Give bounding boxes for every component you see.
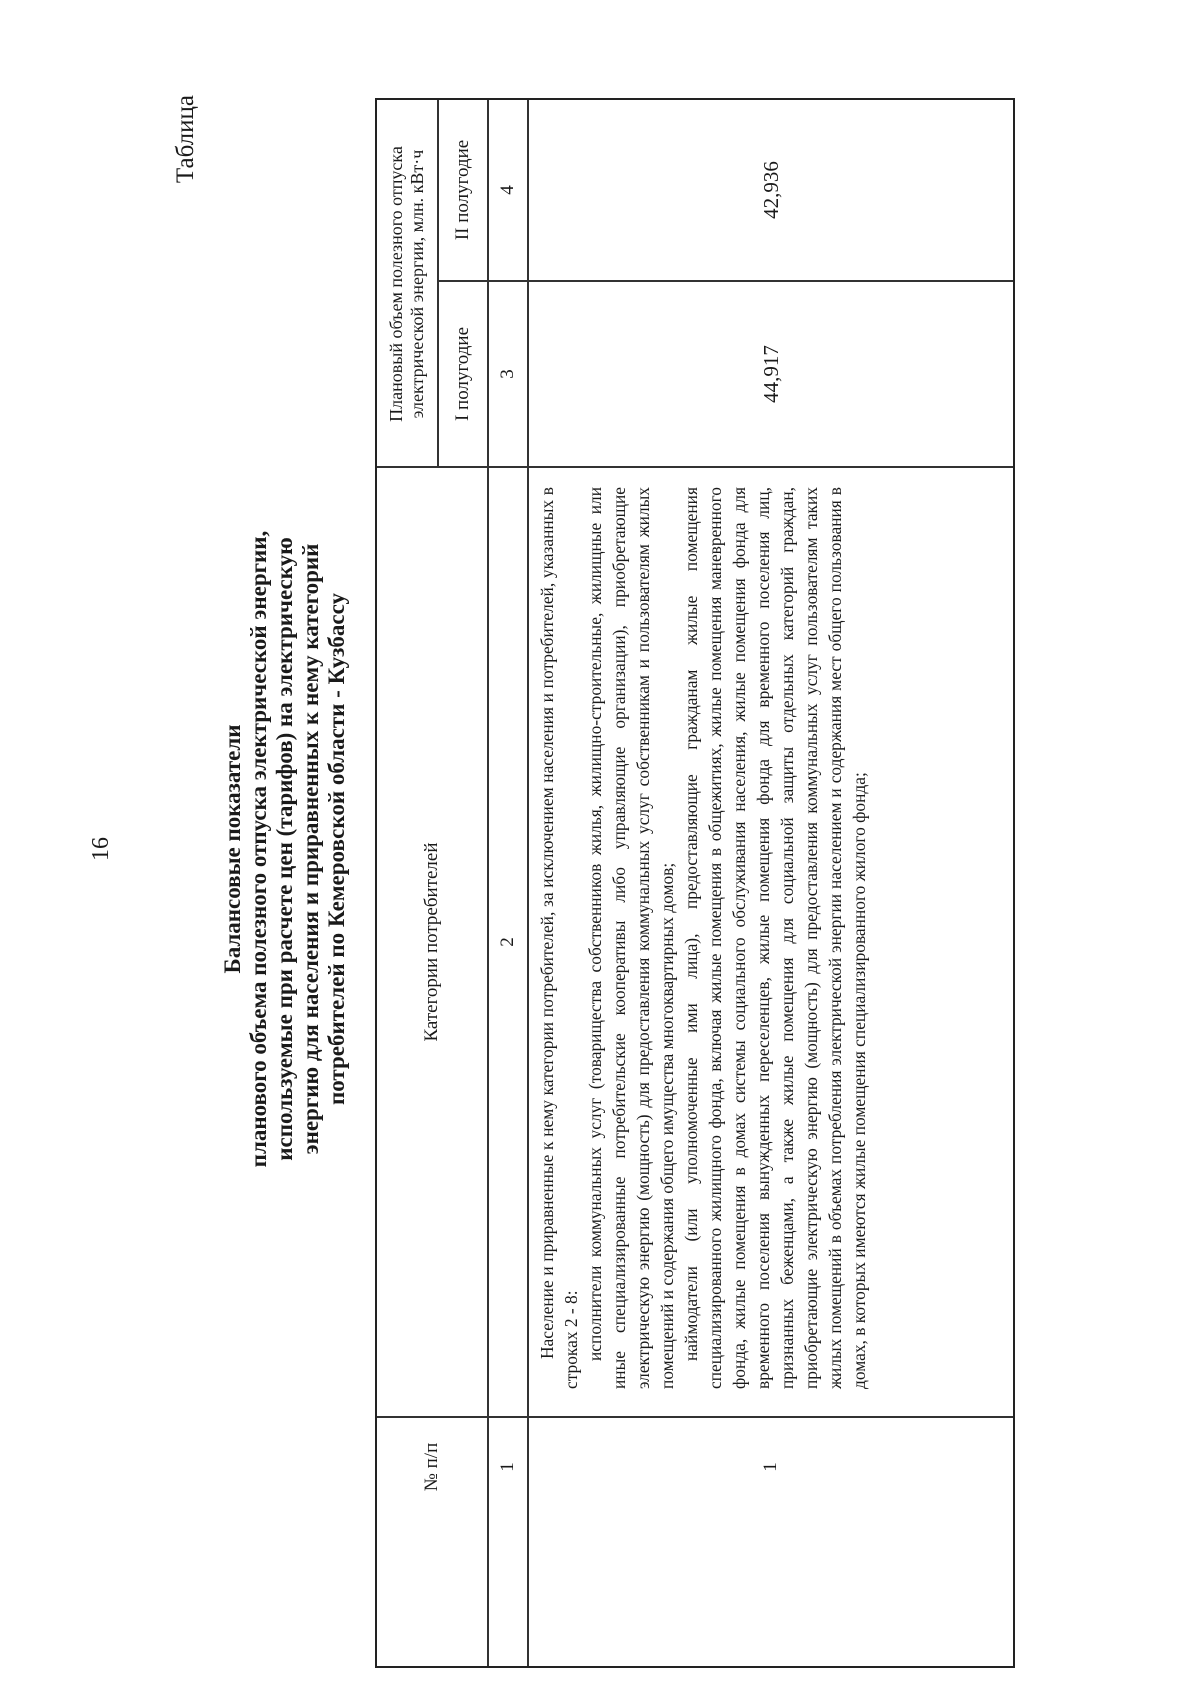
- header-category: Категории потребителей: [421, 842, 442, 1042]
- page-number: 16: [88, 837, 114, 861]
- value-first-half: 44,917: [759, 345, 783, 403]
- heading-line: потребителей по Кемеровской области - Кузбассу: [324, 592, 349, 1106]
- header-first-half: I полугодие: [452, 326, 473, 422]
- column-number: 2: [497, 937, 518, 947]
- header-second-half: II полугодие: [452, 139, 473, 241]
- table-caption: Таблица: [172, 95, 199, 184]
- header-number: № п/п: [421, 1442, 442, 1492]
- row-number: 1: [760, 1462, 781, 1472]
- column-number: 4: [497, 185, 518, 195]
- heading-line: планового объема полезного отпуска электрической энергии,: [246, 530, 271, 1168]
- heading-line: Балансовые показатели: [220, 724, 245, 974]
- document-heading: [220, 0, 350, 1698]
- category-paragraph: Население и приравненные к нему категории потребителей, за исключением населения и потребителей, указанных в строках 2 - 8:: [537, 487, 581, 1389]
- category-paragraph: наймодатели (или уполномоченные ими лица), предоставляющие гражданам жилые помещения специализированного жилищного фонда, включая жилые помещения в общежитиях, жилые помещения маневренного фонда, жилые помещения в домах системы социального обслуживания населения, жилые помещения фонда для временного поселения вынужденных переселенцев, жилые помещения фонда для временного поселения лиц, признанных беженцами, а также жилые помещения для социальной защиты отдельных категорий граждан, приобретающие электрическую энергию (мощность) для предоставления коммунальных услуг пользователям таких жилых помещений в объемах потребления электрической энергии населением и содержания мест общего пользования в домах, в которых имеются жилые помещения специализированного жилого фонда;: [681, 487, 869, 1389]
- balance-table: [375, 98, 1015, 1668]
- value-second-half: 42,936: [759, 161, 783, 219]
- heading-line: используемые при расчете цен (тарифов) на электрическую: [272, 537, 297, 1161]
- category-paragraph: исполнители коммунальных услуг (товарищества собственников жилья, жилищно-строительные, жилищные или иные специализированные потребительские кооперативы либо управляющие организации), приобретающие электрическую энергию (мощность) для предоставления коммунальных услуг собственникам и пользователям жилых помещений и содержания общего имущества многоквартирных домов;: [585, 487, 677, 1389]
- heading-line: энергию для населения и приравненных к нему категорий: [298, 543, 323, 1155]
- header-volume-group: Плановый объем полезного отпуска электрической энергии, млн. кВт·ч: [386, 146, 427, 422]
- category-description: [535, 487, 871, 1389]
- column-number: 3: [497, 369, 518, 379]
- column-number: 1: [497, 1462, 518, 1472]
